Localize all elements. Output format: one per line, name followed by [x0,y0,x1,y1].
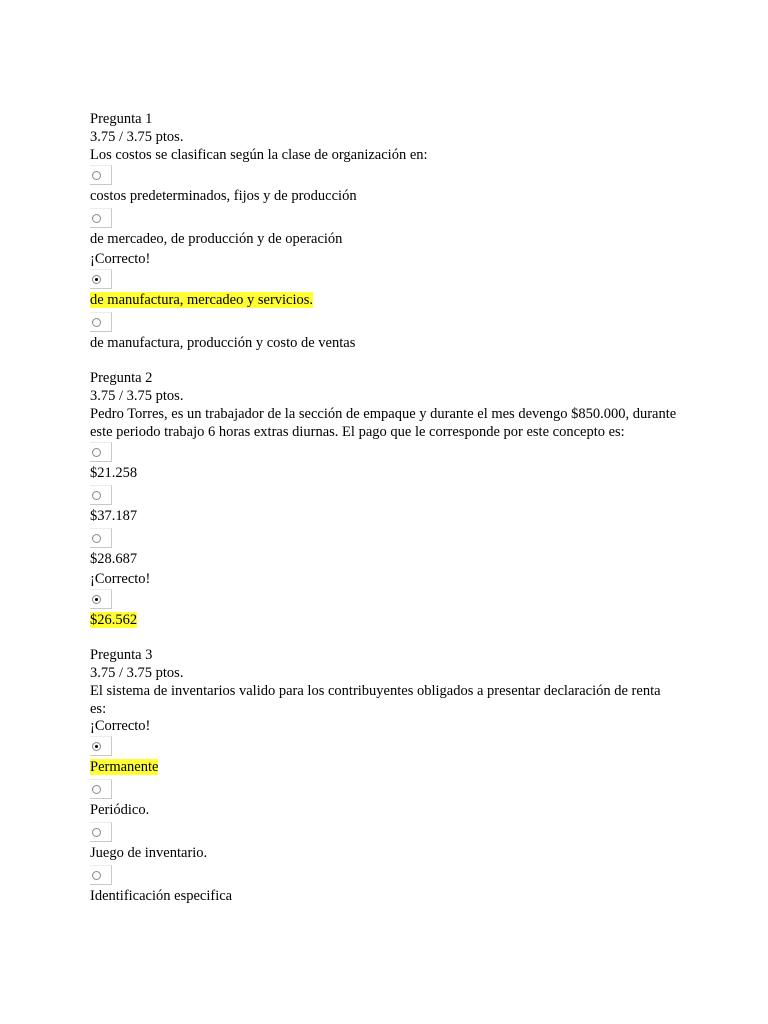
radio-container [90,312,112,332]
answer-option[interactable] [90,865,690,905]
answer-label: Permanente [90,759,159,775]
radio-button[interactable] [92,491,101,500]
answer-option[interactable] [90,312,690,352]
answer-label: de mercadeo, de producción y de operación [90,231,343,247]
radio-button-selected[interactable] [92,275,101,284]
radio-container [90,822,112,842]
radio-container [90,865,112,885]
question-2 [90,369,690,629]
answer-label: $37.187 [90,508,138,524]
radio-container [90,528,112,548]
radio-container [90,165,112,185]
answer-option-correct[interactable] [90,251,690,309]
quiz-container [90,110,690,922]
answer-option[interactable] [90,165,690,205]
radio-button[interactable] [92,171,101,180]
question-1 [90,110,690,352]
answer-label: Identificación especifica [90,888,233,904]
answer-option-correct[interactable] [90,718,690,776]
answer-label: de manufactura, producción y costo de ventas [90,335,356,351]
answer-label: Juego de inventario. [90,845,208,861]
radio-container [90,208,112,228]
answer-label: $26.562 [90,612,138,628]
answer-option[interactable] [90,528,690,568]
radio-button-selected[interactable] [92,595,101,604]
answer-label: $21.258 [90,465,138,481]
radio-button[interactable] [92,318,101,327]
question-score: 3.75 / 3.75 ptos. [90,388,184,404]
radio-button[interactable] [92,214,101,223]
answer-option[interactable] [90,822,690,862]
radio-container [90,589,112,609]
question-title: Pregunta 2 [90,370,153,386]
radio-button-selected[interactable] [92,742,101,751]
question-score: 3.75 / 3.75 ptos. [90,665,184,681]
correct-feedback: ¡Correcto! [90,251,151,267]
radio-container [90,269,112,289]
answer-label: Periódico. [90,802,150,818]
radio-button[interactable] [92,534,101,543]
answer-option[interactable] [90,779,690,819]
correct-feedback: ¡Correcto! [90,718,151,734]
correct-feedback: ¡Correcto! [90,571,151,587]
answer-option[interactable] [90,485,690,525]
answer-option[interactable] [90,442,690,482]
question-title: Pregunta 3 [90,647,153,663]
radio-container [90,736,112,756]
answer-option-correct[interactable] [90,571,690,629]
radio-button[interactable] [92,871,101,880]
question-text: El sistema de inventarios valido para los contribuyentes obligados a presentar declaración de renta es: [90,683,661,717]
radio-container [90,442,112,462]
answer-option[interactable] [90,208,690,248]
answer-label: costos predeterminados, fijos y de producción [90,188,357,204]
answer-label: $28.687 [90,551,138,567]
radio-button[interactable] [92,828,101,837]
question-text: Los costos se clasifican según la clase de organización en: [90,147,428,163]
answer-label: de manufactura, mercadeo y servicios. [90,292,314,308]
radio-container [90,485,112,505]
question-title: Pregunta 1 [90,111,153,127]
radio-button[interactable] [92,448,101,457]
radio-container [90,779,112,799]
radio-button[interactable] [92,785,101,794]
question-3 [90,646,690,905]
question-score: 3.75 / 3.75 ptos. [90,129,184,145]
question-text: Pedro Torres, es un trabajador de la sección de empaque y durante el mes devengo $850.000, durante este periodo trabajo 6 horas extras diurnas. El pago que le corresponde por este concepto es: [90,406,677,440]
